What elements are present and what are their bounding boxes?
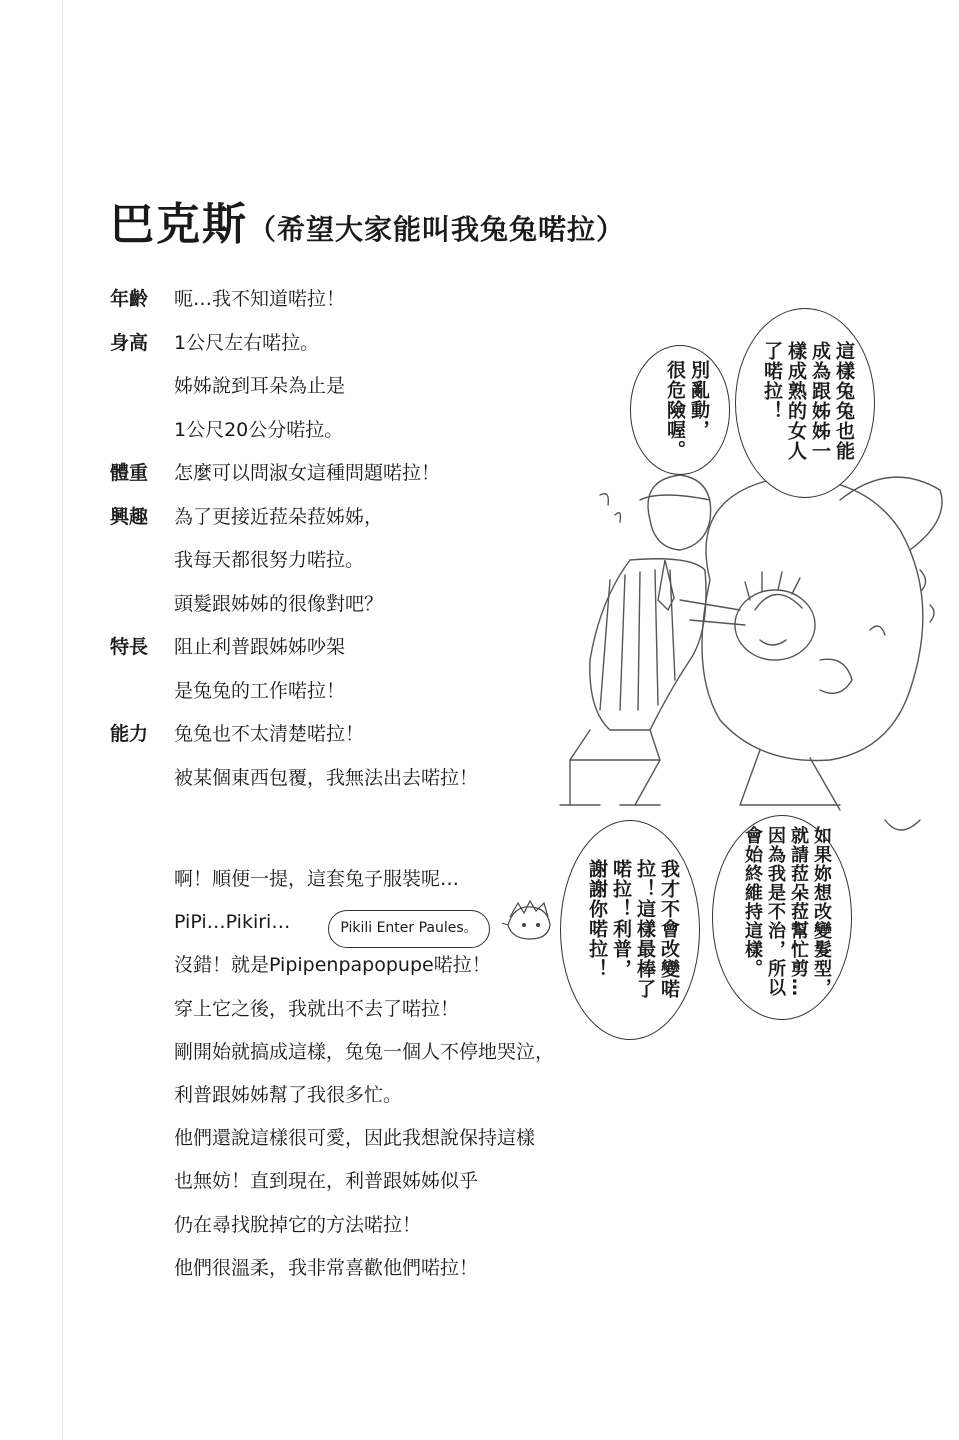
- profile-value: 阻止利普跟姊姊吵架: [174, 636, 346, 658]
- profile-row-ability-cont: [110, 763, 550, 807]
- profile-value: 頭髮跟姊姊的很像對吧？: [174, 592, 384, 615]
- profile-row-hobby: [110, 502, 550, 546]
- profile-value: 是兔兔的工作喏拉！: [174, 679, 346, 702]
- profile-label: 特長: [110, 636, 149, 658]
- profile-value: 我每天都很努力喏拉。: [174, 549, 365, 571]
- profile-row-age: [110, 284, 550, 328]
- profile-label: 體重: [110, 462, 149, 484]
- page-title: [110, 188, 625, 252]
- profile-row-ability: [110, 719, 550, 763]
- story-line: 他們很溫柔，我非常喜歡他們喏拉！: [174, 1256, 479, 1279]
- profile-row-skill: [110, 632, 550, 676]
- profile-row-skill-cont: [110, 676, 550, 720]
- profile-row-height-cont: [110, 415, 550, 459]
- story-line: 利普跟姊姊幫了我很多忙。: [174, 1083, 403, 1106]
- speech-bubble-note: [712, 815, 852, 1020]
- story-line: PiPi…Pikiri…: [174, 911, 291, 934]
- profile-label: 興趣: [110, 505, 149, 528]
- speech-bubble-text: 這樣兔兔也能 成為跟姊姊一 樣成熟的女人 了喏拉！: [761, 341, 855, 461]
- profile-value: 呃…我不知道喏拉！: [174, 288, 346, 310]
- story-line: 仍在尋找脫掉它的方法喏拉！: [174, 1213, 422, 1236]
- profile-row-height: [110, 328, 550, 372]
- speech-bubble-bunny-reply: [560, 820, 700, 1040]
- profile-value: 兔兔也不太清楚喏拉！: [174, 723, 365, 745]
- speech-bubble-bunny: [735, 308, 875, 498]
- profile-value: 怎麼可以問淑女這種問題喏拉！: [174, 462, 441, 484]
- profile-row-hobby-cont: [110, 589, 550, 633]
- title-main: 巴克斯: [110, 199, 248, 250]
- profile-list: [110, 284, 550, 806]
- profile-row-height-cont: [110, 371, 550, 415]
- profile-label: 年齡: [110, 288, 149, 310]
- speech-bubble-text: 別亂動， 很危險喔。: [664, 360, 710, 460]
- character-sketch: [540, 460, 959, 860]
- story-line: 沒錯！就是Pipipenpapopupe喏拉！: [174, 954, 491, 977]
- profile-value: 被某個東西包覆，我無法出去喏拉！: [174, 766, 479, 789]
- story-line: 也無妨！直到現在，利普跟姊姊似乎: [174, 1170, 479, 1193]
- profile-value: 姊姊說到耳朵為止是: [174, 375, 346, 397]
- profile-value: 為了更接近菈朵菈姊姊，: [174, 505, 384, 528]
- profile-row-weight: [110, 458, 550, 502]
- speech-bubble-lip: [630, 345, 730, 475]
- profile-label: 能力: [110, 723, 149, 745]
- profile-value: 1公尺20公分喏拉。: [174, 418, 344, 441]
- profile-value: 1公尺左右喏拉。: [174, 331, 320, 354]
- speech-bubble-text: 我才不會改變喏 拉！這樣最棒了 喏拉！利普， 謝謝你喏拉！: [586, 859, 680, 999]
- story-line: 他們還說這樣很可愛，因此我想說保持這樣: [174, 1127, 536, 1150]
- aside-speech-bubble: Pikili Enter Paules。: [328, 910, 490, 948]
- page-edge: [62, 0, 63, 1440]
- story-line: 穿上它之後，我就出不去了喏拉！: [174, 997, 460, 1020]
- story-line: 剛開始就搞成這樣，兔兔一個人不停地哭泣，: [174, 1040, 555, 1063]
- profile-label: 身高: [110, 331, 149, 354]
- story-line: 啊！順便一提，這套兔子服裝呢…: [174, 868, 460, 890]
- title-subtitle: （希望大家能叫我兔兔喏拉）: [248, 213, 626, 246]
- speech-bubble-text: 如果妳想改變髮型， 就請菈朵菈幫忙剪… 因為我是不治，所以 會始終維持這樣。: [742, 826, 832, 997]
- profile-row-hobby-cont: [110, 545, 550, 589]
- chibi-face-sketch: [500, 895, 560, 945]
